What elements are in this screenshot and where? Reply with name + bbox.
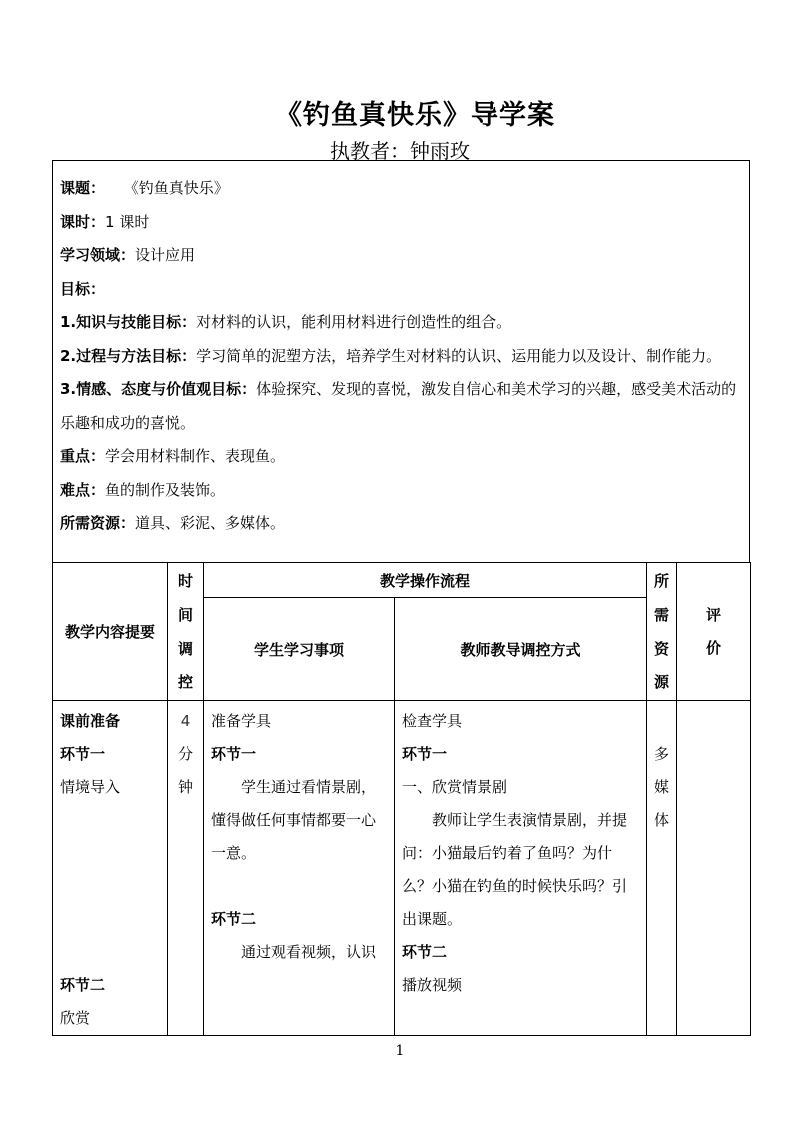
teacher-link2-text: 播放视频 [402,976,463,995]
teacher-link2-label: 环节二 [402,943,448,962]
time-char: 4 [180,712,191,731]
hours-value: 1 课时 [105,212,150,231]
link2-label: 环节二 [60,976,106,995]
goal-3-text: 体验探究、发现的喜悦，激发自信心和美术学习的兴趣，感受美术活动的乐趣和成功的喜悦。 [60,380,737,432]
goal-1-text: 对材料的认识，能利用材料进行创造性的组合。 [196,313,512,331]
resource-cell [647,701,677,1036]
goal-2 [60,340,740,374]
evaluation-cell [677,701,751,1036]
student-prep: 准备学具 [211,712,272,731]
prep-label: 课前准备 [60,712,121,731]
difficulty-label: 难点： [60,480,106,499]
student-link2-label: 环节二 [211,910,257,929]
student-link1-label: 环节一 [211,745,257,764]
topic-label: 课题： [60,179,106,197]
teacher-link1-text: 教师让学生表演情景剧，并提问：小猫最后钓着了鱼吗？为什么？小猫在钓鱼的时候快乐吗？引出课题。 [402,811,628,929]
teacher-cell [395,701,647,1036]
key-point-text: 学会用材料制作、表现鱼。 [105,447,286,465]
header-eval-char: 评 [705,605,721,624]
student-cell [204,701,395,1036]
link1-label: 环节一 [60,745,106,764]
resources-line [60,507,749,541]
header-resource-char: 源 [653,673,669,692]
domain-label: 学习领域： [60,246,136,264]
time-char: 分 [177,745,193,764]
header-time-char: 间 [177,605,193,624]
document-title: 《钓鱼真快乐》导学案 [275,100,555,131]
time-cell [168,701,204,1036]
teacher-link1-sub: 一、欣赏情景剧 [402,778,508,797]
header-resource-char: 资 [653,639,669,658]
header-teacher: 教师教导调控方式 [395,598,647,701]
header-flow: 教学操作流程 [204,563,647,598]
header-student: 学生学习事项 [204,598,395,701]
header-resource-char: 所 [653,572,669,590]
goal-3 [60,373,740,440]
lesson-info-box [52,160,750,563]
domain-line [60,239,749,273]
goals-label: 目标： [60,279,106,298]
link1-name: 情境导入 [60,778,121,797]
time-char: 钟 [177,778,193,797]
goal-3-label: 3.情感、态度与价值观目标： [60,380,257,398]
teacher-prep: 检查学具 [402,712,463,731]
link2-name: 欣赏 [60,1009,91,1028]
student-link1-text: 学生通过看情景剧，懂得做任何事情都要一心一意。 [211,778,377,863]
key-point-line [60,440,749,474]
header-content: 教学内容提要 [53,563,168,701]
topic-line [60,172,749,206]
difficulty-text: 鱼的制作及装饰。 [105,480,226,499]
teacher-link1-label: 环节一 [402,745,448,764]
content-cell [53,701,168,1036]
goal-1 [60,306,740,340]
lesson-flow-table [52,562,751,1036]
difficulty-line [60,474,749,508]
resources-text: 道具、彩泥、多媒体。 [135,514,286,532]
header-evaluation [677,563,751,701]
header-eval-char: 价 [705,638,721,657]
header-time [168,563,204,701]
header-time-char: 时 [177,572,193,590]
resources-label: 所需资源： [60,514,136,532]
goal-2-text: 学习简单的泥塑方法，培养学生对材料的认识、运用能力以及设计、制作能力。 [196,346,722,365]
goals-heading [60,273,749,307]
header-time-char: 控 [177,673,193,692]
hours-line [60,206,749,240]
goal-1-label: 1.知识与技能目标： [60,313,197,331]
domain-value: 设计应用 [135,246,196,264]
resource-char: 多 [653,745,669,764]
hours-label: 课时： [60,212,106,231]
resource-char: 媒 [653,778,669,797]
teacher-line: 执教者：钟雨玫 [330,139,470,163]
student-link2-text: 通过观看视频，认识 [241,943,377,962]
topic-value: 《钓鱼真快乐》 [123,179,229,197]
header-resource [647,563,677,701]
header-resource-char: 需 [653,605,669,624]
header-time-char: 调 [177,639,193,658]
page-number: 1 [395,1043,405,1059]
goal-2-label: 2.过程与方法目标： [60,346,197,365]
key-point-label: 重点： [60,447,106,465]
resource-char: 体 [653,811,669,830]
